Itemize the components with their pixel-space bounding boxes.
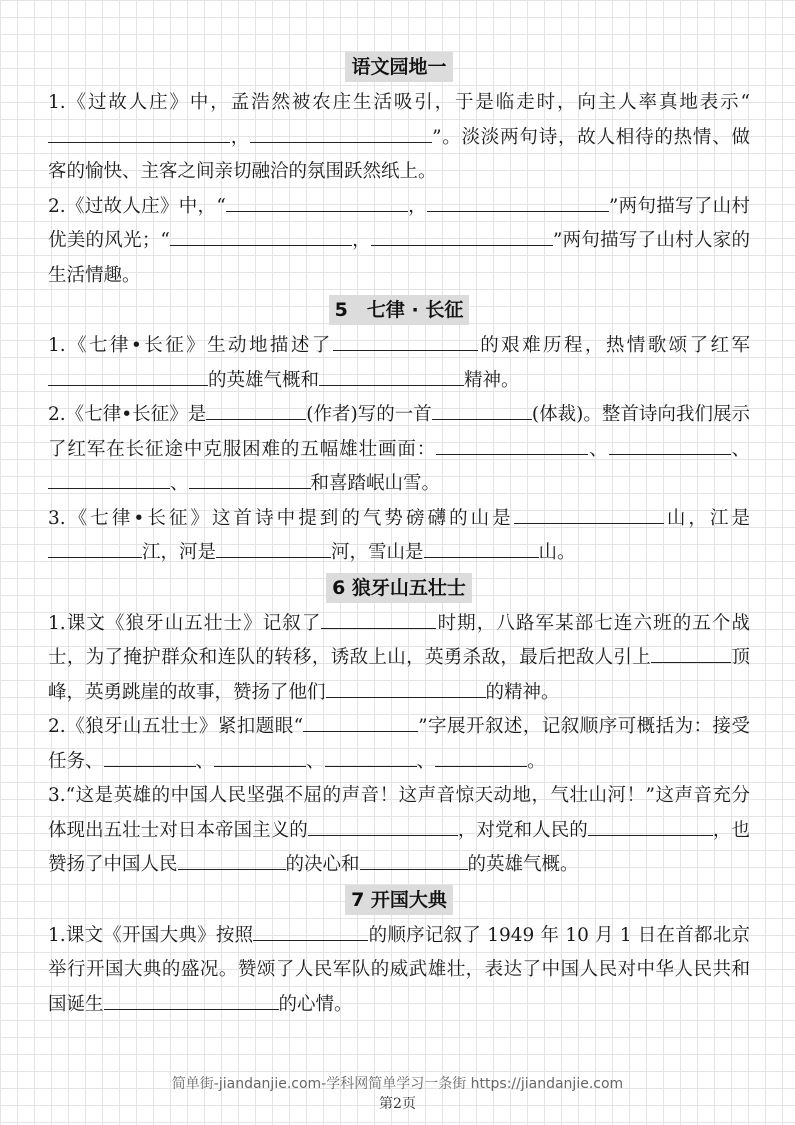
question-text: 2.《狼牙山五壮士》紧扣题眼“ [48,716,304,737]
question-text: 、 [170,473,189,494]
question-paragraph [48,398,750,502]
answer-blank[interactable] [432,418,532,420]
question-text: (作者)写的一首 [306,404,432,425]
answer-blank[interactable] [427,210,609,212]
question-text: 、 [306,750,325,772]
answer-blank[interactable] [325,765,417,767]
question-text: ，也赞扬了中国人民 [48,819,750,875]
answer-blank[interactable] [609,453,731,455]
answer-blank[interactable] [214,765,306,767]
answer-blank[interactable] [253,939,368,941]
question-text: ”。淡淡两句诗，故人相待的热情、做客的愉快、主客之间亲切融洽的氛围跃然纸上。 [48,126,750,182]
question-text: 的精神。 [485,681,560,703]
answer-blank[interactable] [371,244,553,246]
question-text: 的顺序记叙了 1949 年 10 月 1 日在首都北京举行开国大典的盛况。赞颂了人民军队的威武雄壮，表达了中国人民对中华人民共和国诞生 [48,924,750,1015]
section-heading [48,50,750,86]
question-text: ”两句描写了山村优美的风光；“ [48,195,750,251]
question-paragraph [48,779,750,883]
watermark-footer: 简单街-jiandanjie.com-学科网简单学习一条街 https://jiandanjie.com [171,1076,624,1092]
question-text: 山，江是 [663,507,750,529]
answer-blank[interactable] [651,661,731,663]
answer-blank[interactable] [321,627,436,629]
answer-blank[interactable] [250,141,432,143]
question-text: ”两句描写了山村人家的生活情趣。 [48,230,750,286]
question-text: 精神。 [464,369,520,391]
question-text: 1.课文《开国大典》按照 [48,924,254,946]
question-text: 的决心和 [285,854,360,875]
question-paragraph [48,502,750,571]
question-text: 1.课文《狼牙山五壮士》记叙了 [48,612,322,634]
question-text: (体裁)。整首诗向我们展示了红军在长征途中克服困难的五幅雄壮画面： [48,404,750,460]
answer-blank[interactable] [226,210,408,212]
question-text: 、 [195,750,215,772]
question-text: 3.《七律•长征》这首诗中提到的气势磅礴的山是 [48,507,514,529]
question-paragraph [48,86,750,190]
question-text: ”字展开叙述，记叙顺序可概括为：接受任务、 [48,716,750,772]
section-heading [48,883,750,919]
question-paragraph [48,607,750,711]
question-text: 1.《七律•长征》生动地描述了 [48,335,333,356]
question-text: 和喜踏岷山雪。 [310,473,441,494]
answer-blank[interactable] [216,556,331,558]
question-text: 。 [527,750,546,772]
section-title: 7 开国大典 [345,885,453,915]
question-text: 2.《过故人庄》中，“ [48,195,226,217]
worksheet-page [48,50,750,1022]
question-text: 、 [416,750,436,772]
question-paragraph [48,919,750,1023]
page-number: 第2页 [379,1096,416,1112]
answer-blank[interactable] [48,487,170,489]
question-text: ， [351,230,371,251]
answer-blank[interactable] [360,868,468,870]
question-text: 的英雄气概。 [467,854,579,875]
answer-blank[interactable] [319,384,464,386]
answer-blank[interactable] [588,834,713,836]
question-text: 、 [730,438,750,460]
question-text: 山。 [538,542,576,563]
answer-blank[interactable] [48,384,208,386]
answer-blank[interactable] [48,556,142,558]
question-text: 1.《过故人庄》中，孟浩然被农庄生活吸引，于是临走时，向主人率真地表示“ [48,92,750,113]
section-title: 6 狼牙山五壮士 [326,573,472,603]
answer-blank[interactable] [424,556,539,558]
answer-blank[interactable] [104,1008,279,1010]
section-title: 5 七律 · 长征 [329,295,470,325]
question-text: 的英雄气概和 [208,369,320,391]
question-paragraph [48,710,750,779]
answer-blank[interactable] [303,730,418,732]
section-title: 语文园地一 [345,52,452,82]
question-text: 的艰难历程，热情歌颂了红军 [477,335,750,356]
question-text: 江，河是 [142,542,217,563]
answer-blank[interactable] [170,244,352,246]
section-heading [48,571,750,607]
question-text: 3.“这是英雄的中国人民坚强不屈的声音！这声音惊天动地，气壮山河！”这声音充分体现出五壮士对日本帝国主义的 [48,785,750,841]
answer-blank[interactable] [104,765,196,767]
answer-blank[interactable] [189,487,311,489]
question-paragraph [48,190,750,294]
question-text: ， [230,126,251,148]
answer-blank[interactable] [178,868,286,870]
answer-blank[interactable] [206,418,306,420]
answer-blank[interactable] [435,765,527,767]
answer-blank[interactable] [48,141,230,143]
answer-blank[interactable] [333,349,478,351]
question-text: 的心情。 [278,993,353,1015]
answer-blank[interactable] [308,834,458,836]
answer-blank[interactable] [326,696,486,698]
answer-blank[interactable] [514,522,664,524]
question-text: 2.《七律•长征》是 [48,404,207,425]
question-paragraph [48,329,750,398]
question-text: 、 [588,438,609,460]
question-text: 时期，八路军某部七连六班的五个战士，为了掩护群众和连队的转移，诱敌上山，英勇杀敌，最后把敌人引上 [48,612,750,668]
answer-blank[interactable] [436,453,588,455]
question-text: 顶峰，英勇跳崖的故事，赞扬了他们 [48,647,750,703]
question-text: 河，雪山是 [331,542,424,563]
question-text: ，对党和人民的 [457,819,588,841]
section-heading [48,293,750,329]
question-text: ， [407,195,427,217]
